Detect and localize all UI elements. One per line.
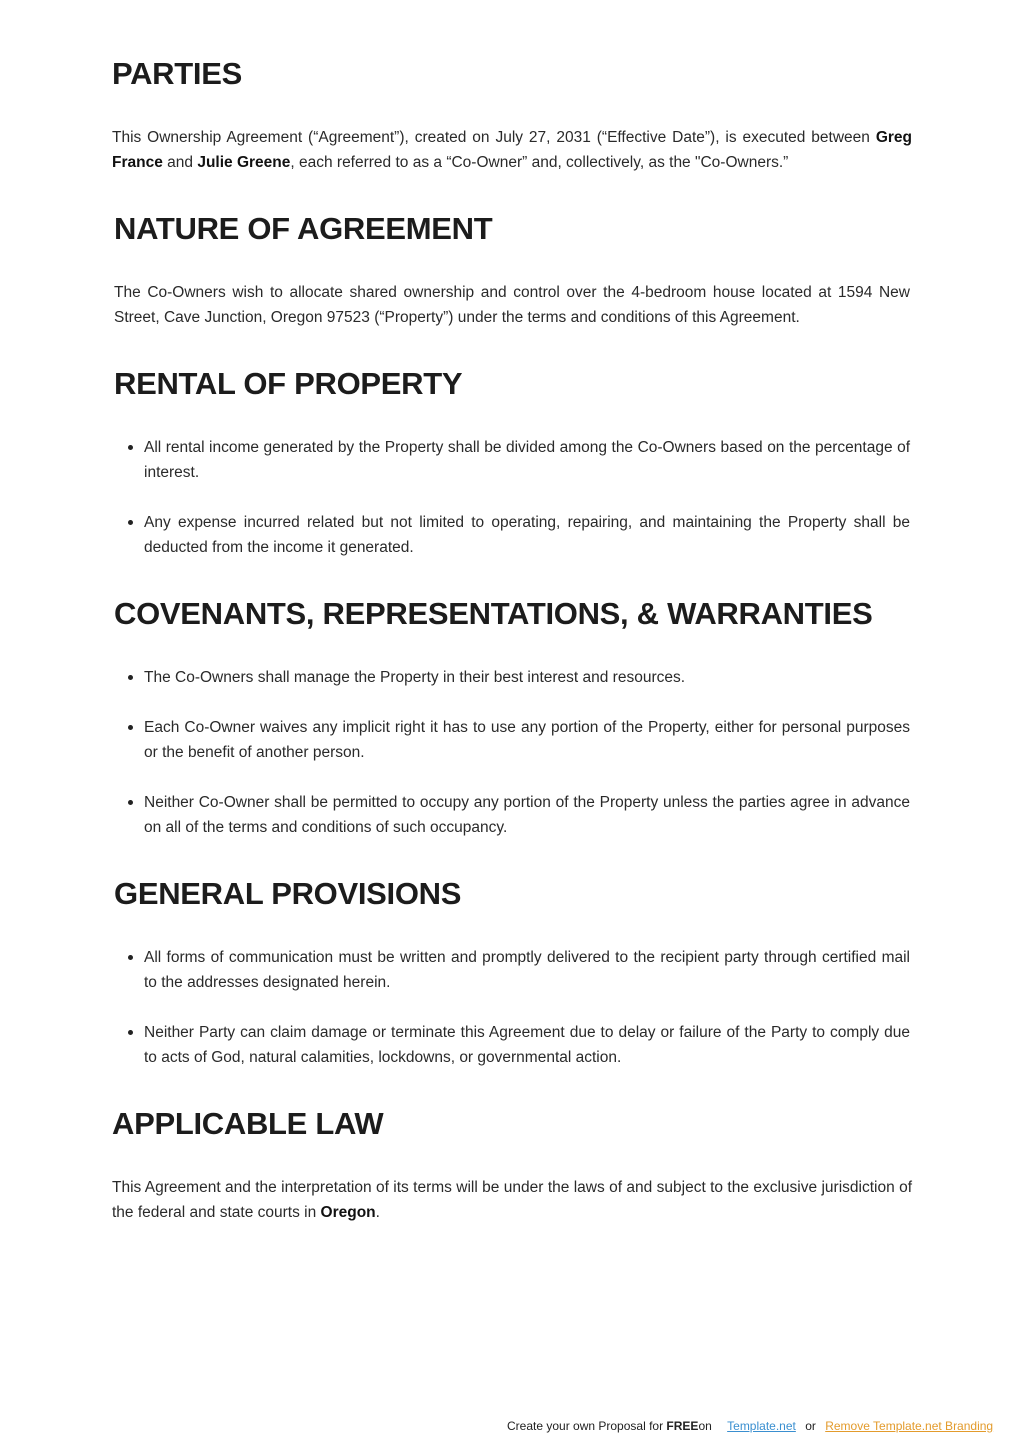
law-paragraph: [112, 1175, 912, 1225]
list-item: All rental income generated by the Property shall be divided among the Co-Owners based on the percentage of interest.: [114, 435, 910, 485]
list-item: Any expense incurred related but not limited to operating, repairing, and maintaining the Property shall be deducted from the income it generated.: [114, 510, 910, 560]
remove-branding-link[interactable]: Remove Template.net Branding: [825, 1419, 994, 1433]
section-heading-rental: RENTAL OF PROPERTY: [114, 366, 463, 401]
parties-text-and: and: [162, 154, 198, 171]
party-two-name: Julie Greene: [197, 154, 291, 171]
footer-or: or: [805, 1419, 816, 1433]
footer-on: on: [698, 1419, 712, 1433]
list-item: Neither Co-Owner shall be permitted to occupy any portion of the Property unless the parties agree in advance on all of the terms and conditions of such occupancy.: [114, 790, 910, 840]
parties-text-post: , each referred to as a “Co-Owner” and, collectively, as the "Co-Owners.”: [290, 154, 789, 171]
parties-text-pre: This Ownership Agreement (“Agreement”), created on July 27, 2031 (“Effective Date”), is executed between: [112, 129, 876, 146]
footer-prefix: Create your own Proposal for: [507, 1419, 667, 1433]
list-item: The Co-Owners shall manage the Property in their best interest and resources.: [114, 665, 910, 690]
section-heading-general: GENERAL PROVISIONS: [114, 876, 462, 911]
parties-paragraph: [112, 125, 912, 175]
section-heading-law: APPLICABLE LAW: [112, 1106, 384, 1141]
list-item: Each Co-Owner waives any implicit right it has to use any portion of the Property, either for personal purposes or the benefit of another person.: [114, 715, 910, 765]
section-heading-parties: PARTIES: [112, 56, 242, 91]
template-net-link[interactable]: Template.net: [727, 1419, 796, 1433]
rental-list: [114, 435, 910, 585]
list-item: Neither Party can claim damage or terminate this Agreement due to delay or failure of the Party to comply due to acts of God, natural calamities, lockdowns, or governmental action.: [114, 1020, 910, 1070]
section-heading-covenants: COVENANTS, REPRESENTATIONS, & WARRANTIES: [114, 596, 873, 631]
party-one-name: Greg France: [112, 129, 912, 171]
footer-branding: [507, 1419, 993, 1433]
footer-free: FREE: [666, 1419, 699, 1433]
general-list: [114, 945, 910, 1095]
nature-paragraph: The Co-Owners wish to allocate shared ownership and control over the 4-bedroom house located at 1594 New Street, Cave Junction, Oregon 97523 (“Property”) under the terms and conditions of this Agreement.: [114, 284, 910, 326]
section-heading-nature: NATURE OF AGREEMENT: [114, 211, 493, 246]
law-text-post: .: [375, 1204, 380, 1221]
law-text-pre: This Agreement and the interpretation of its terms will be under the laws of and subject to the exclusive jurisdiction of the federal and state courts in: [112, 1179, 912, 1221]
covenants-list: [114, 665, 910, 865]
law-state: Oregon: [320, 1204, 376, 1221]
list-item: All forms of communication must be written and promptly delivered to the recipient party through certified mail to the addresses designated herein.: [114, 945, 910, 995]
